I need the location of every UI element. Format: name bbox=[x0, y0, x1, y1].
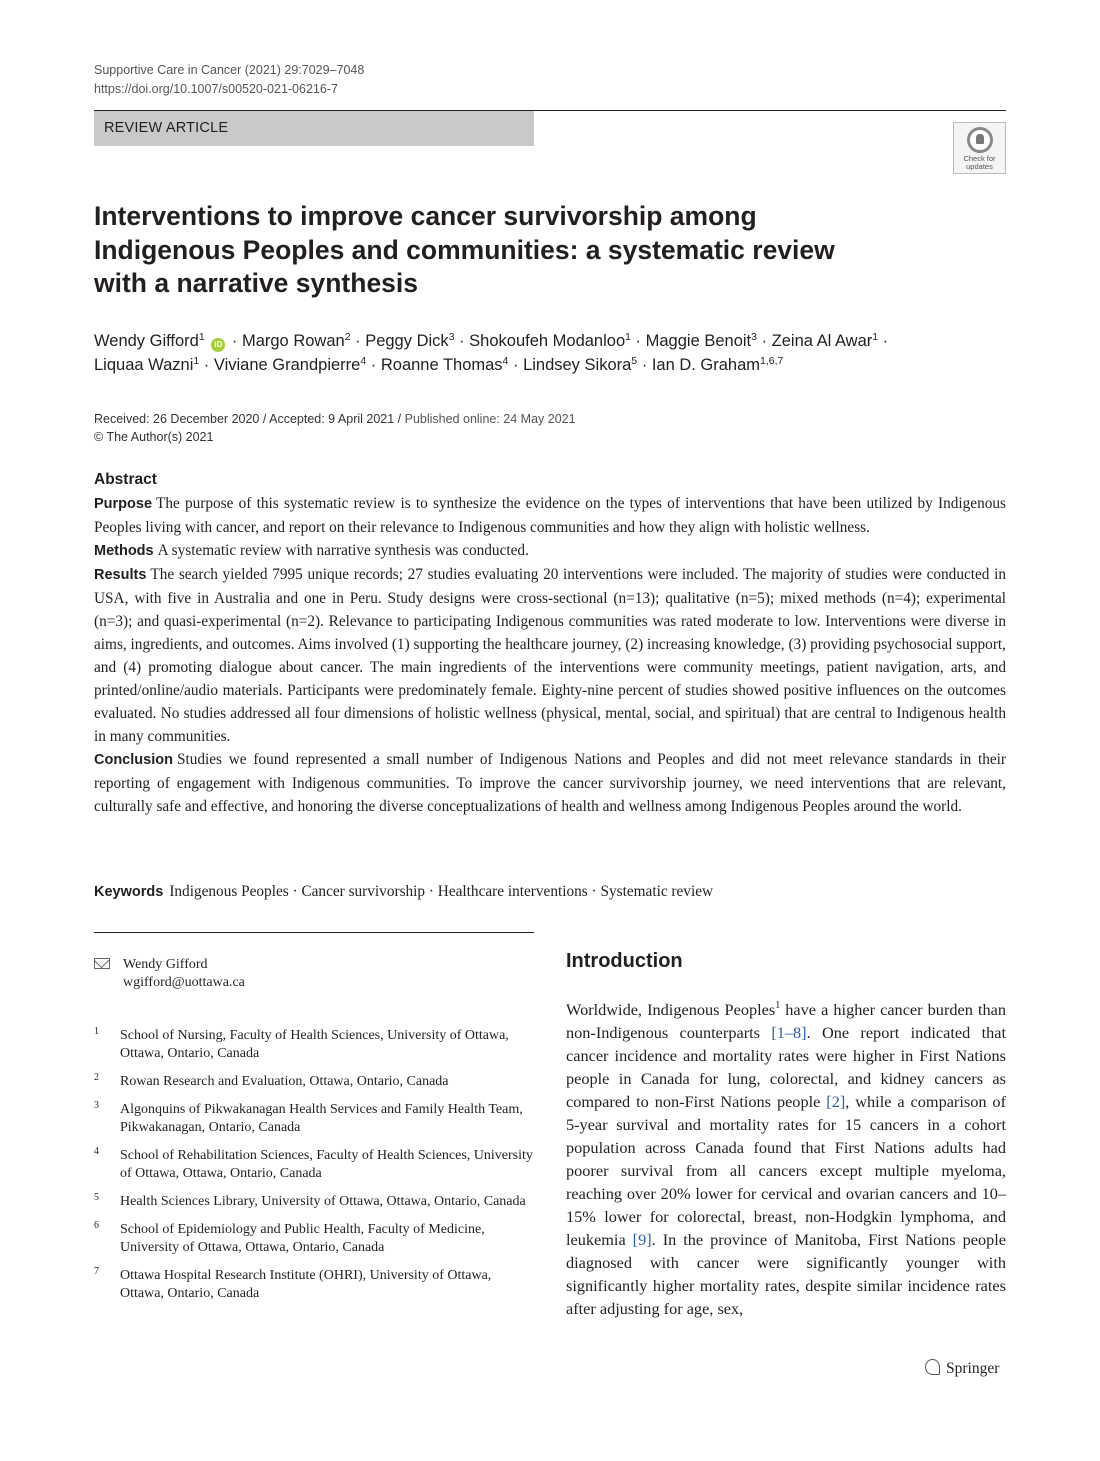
article-type-banner: REVIEW ARTICLE bbox=[94, 111, 534, 146]
introduction-heading: Introduction bbox=[566, 950, 683, 972]
citation-link[interactable]: [2] bbox=[826, 1092, 846, 1111]
author[interactable]: Liquaa Wazni$^1$ bbox=[94, 355, 200, 374]
author[interactable]: Wendy Gifford$^1$ bbox=[94, 331, 205, 350]
citation-link[interactable]: [9] bbox=[632, 1230, 652, 1249]
abstract-purpose: Purpose The purpose of this systematic review is to synthesize the evidence on the types of interventions that have been utilized by Indigenous Peoples living with cancer, and report on their relevance to Indigenous communities and how they align with holistic wellness. bbox=[94, 495, 1006, 536]
footnote-rule bbox=[94, 932, 534, 933]
affiliation: 7 Ottawa Hospital Research Institute (OHRI), University of Ottawa, Ottawa, Ontario, Canada bbox=[94, 1266, 492, 1301]
affiliation: 3 Algonquins of Pikwakanagan Health Services and Family Health Team, Pikwakanagan, Ontario, Canada bbox=[94, 1100, 523, 1135]
introduction-body: Worldwide, Indigenous Peoples$^1$ have a higher cancer burden than non-Indigenous counterparts [1–8]. One report indicated that cancer incidence and mortality rates were higher in First Nations people in Canada for lung, colorectal, and kidney cancers as compared to non-First Nations people [2], while a comparison of 5-year survival and mortality rates for 15 cancers in a cohort population across Canada found that First Nations adults had poorer survival from all cancers except multiple myeloma, reaching over 20% lower for cervical and ovarian cancers and 10–15% lower for colorectal, breast, non-Hodgkin lymphoma, and leukemia [9]. In the province of Manitoba, First Nations people diagnosed with cancer were significantly younger with significantly higher mortality rates, despite similar incidence rates after adjusting for age, sex, bbox=[566, 1000, 1007, 1318]
author[interactable]: Lindsey Sikora$^5$ bbox=[523, 355, 638, 374]
journal-citation: Supportive Care in Cancer (2021) 29:7029–7048 bbox=[94, 63, 365, 77]
affiliation: 4 School of Rehabilitation Sciences, Faculty of Health Sciences, University of Ottawa, Ottawa, Ontario, Canada bbox=[94, 1146, 533, 1181]
author[interactable]: Shokoufeh Modanloo$^1$ bbox=[469, 331, 631, 350]
citation-link[interactable]: [1–8] bbox=[771, 1023, 807, 1042]
correspondence bbox=[94, 956, 534, 992]
affiliation: 5 Health Sciences Library, University of Ottawa, Ottawa, Ontario, Canada bbox=[94, 1192, 526, 1209]
author[interactable]: Zeina Al Awar$^1$ bbox=[771, 331, 879, 350]
envelope-icon bbox=[94, 958, 110, 969]
author[interactable]: Roanne Thomas$^4$ bbox=[380, 355, 509, 374]
abstract-heading: Abstract bbox=[94, 471, 157, 488]
affiliation-list bbox=[94, 1027, 534, 1313]
keywords bbox=[94, 880, 1006, 904]
corresponding-email[interactable]: wgifford@uottawa.ca bbox=[123, 975, 245, 990]
springer-horse-icon bbox=[925, 1359, 940, 1375]
author[interactable]: Ian D. Graham$^{1,6,7}$ bbox=[651, 355, 784, 374]
keywords-label: Keywords bbox=[94, 884, 164, 900]
author-list: Wendy Gifford$^1$ iD · Margo Rowan$^2$ · Peggy Dick$^3$ · Shokoufeh Modanloo$^1$ · Maggie Benoit$^3$ · Zeina Al Awar$^1$ · Liquaa Wazni$^1$ · Viviane Grandpierre$^4$ · Roanne Thomas$^4$ · Lindsey Sikora$^5$ · Ian D. Graham$^{1,6,7}$ bbox=[94, 331, 889, 374]
footnote-marker[interactable]: 1 bbox=[775, 1000, 781, 1011]
article-title: Interventions to improve cancer survivorship among Indigenous Peoples and communities: a systematic review with a narrative synthesis bbox=[94, 201, 835, 298]
affiliation: 1 School of Nursing, Faculty of Health Sciences, University of Ottawa, Ottawa, Ontario, Canada bbox=[94, 1026, 509, 1061]
abstract-results: Results The search yielded 7995 unique records; 27 studies evaluating 20 interventions were included. The majority of studies were conducted in USA, with five in Australia and one in Peru. Study designs were cross-sectional (n=13); qualitative (n=5); mixed methods (n=4); experimental (n=3); and quasi-experimental (n=2). Relevance to participating Indigenous communities was rated moderate to low. Interventions were diverse in aims, ingredients, and outcomes. Aims involved (1) supporting the healthcare journey, (2) increasing knowledge, (3) providing psychosocial support, and (4) promoting dialogue about cancer. The main ingredients of the interventions were community meetings, patient navigation, arts, and printed/online/audio materials. Participants were predominately female. Eighty-nine percent of studies showed positive influences on the outcomes evaluated. No studies addressed all four dimensions of holistic wellness (physical, mental, social, and spiritual) that are central to Indigenous health in many communities. bbox=[94, 566, 1006, 745]
abstract-conclusion: Conclusion Studies we found represented a small number of Indigenous Nations and Peoples and did not meet relevance standards in their reporting of engagement with Indigenous communities. To improve the cancer survivorship journey, we need interventions that are relevant, culturally safe and effective, and honoring the diverse conceptualizations of health and wellness among Indigenous Peoples around the world. bbox=[94, 751, 1006, 815]
check-for-updates-icon bbox=[967, 127, 993, 153]
journal-header bbox=[94, 61, 364, 99]
corresponding-author: Wendy Gifford bbox=[123, 957, 208, 972]
doi-link[interactable]: https://doi.org/10.1007/s00520-021-06216-7 bbox=[94, 82, 338, 96]
author[interactable]: Peggy Dick$^3$ bbox=[365, 331, 455, 350]
keywords-list: Indigenous Peoples · Cancer survivorship · Healthcare interventions · Systematic review bbox=[169, 883, 714, 900]
copyright-notice: © The Author(s) 2021 bbox=[94, 430, 214, 444]
received-accepted-dates: Received: 26 December 2020 / Accepted: 9 April 2021 / bbox=[94, 412, 402, 426]
orcid-icon[interactable]: iD bbox=[211, 338, 225, 352]
check-for-updates-label: Check for updates bbox=[963, 154, 996, 171]
affiliation: 2 Rowan Research and Evaluation, Ottawa, Ontario, Canada bbox=[94, 1072, 449, 1089]
publisher-name: Springer bbox=[946, 1360, 1000, 1377]
author[interactable]: Viviane Grandpierre$^4$ bbox=[213, 355, 367, 374]
publication-dates bbox=[94, 410, 576, 446]
author[interactable]: Maggie Benoit$^3$ bbox=[645, 331, 757, 350]
publisher-logo bbox=[925, 1359, 999, 1379]
affiliation: 6 School of Epidemiology and Public Health, Faculty of Medicine, University of Ottawa, Ottawa, Ontario, Canada bbox=[94, 1220, 485, 1255]
check-for-updates-button[interactable] bbox=[953, 122, 1006, 174]
published-date: Published online: 24 May 2021 bbox=[404, 412, 576, 426]
abstract-body bbox=[94, 492, 1006, 818]
abstract-methods: Methods A systematic review with narrative synthesis was conducted. bbox=[94, 542, 529, 559]
author[interactable]: Margo Rowan$^2$ bbox=[241, 331, 351, 350]
